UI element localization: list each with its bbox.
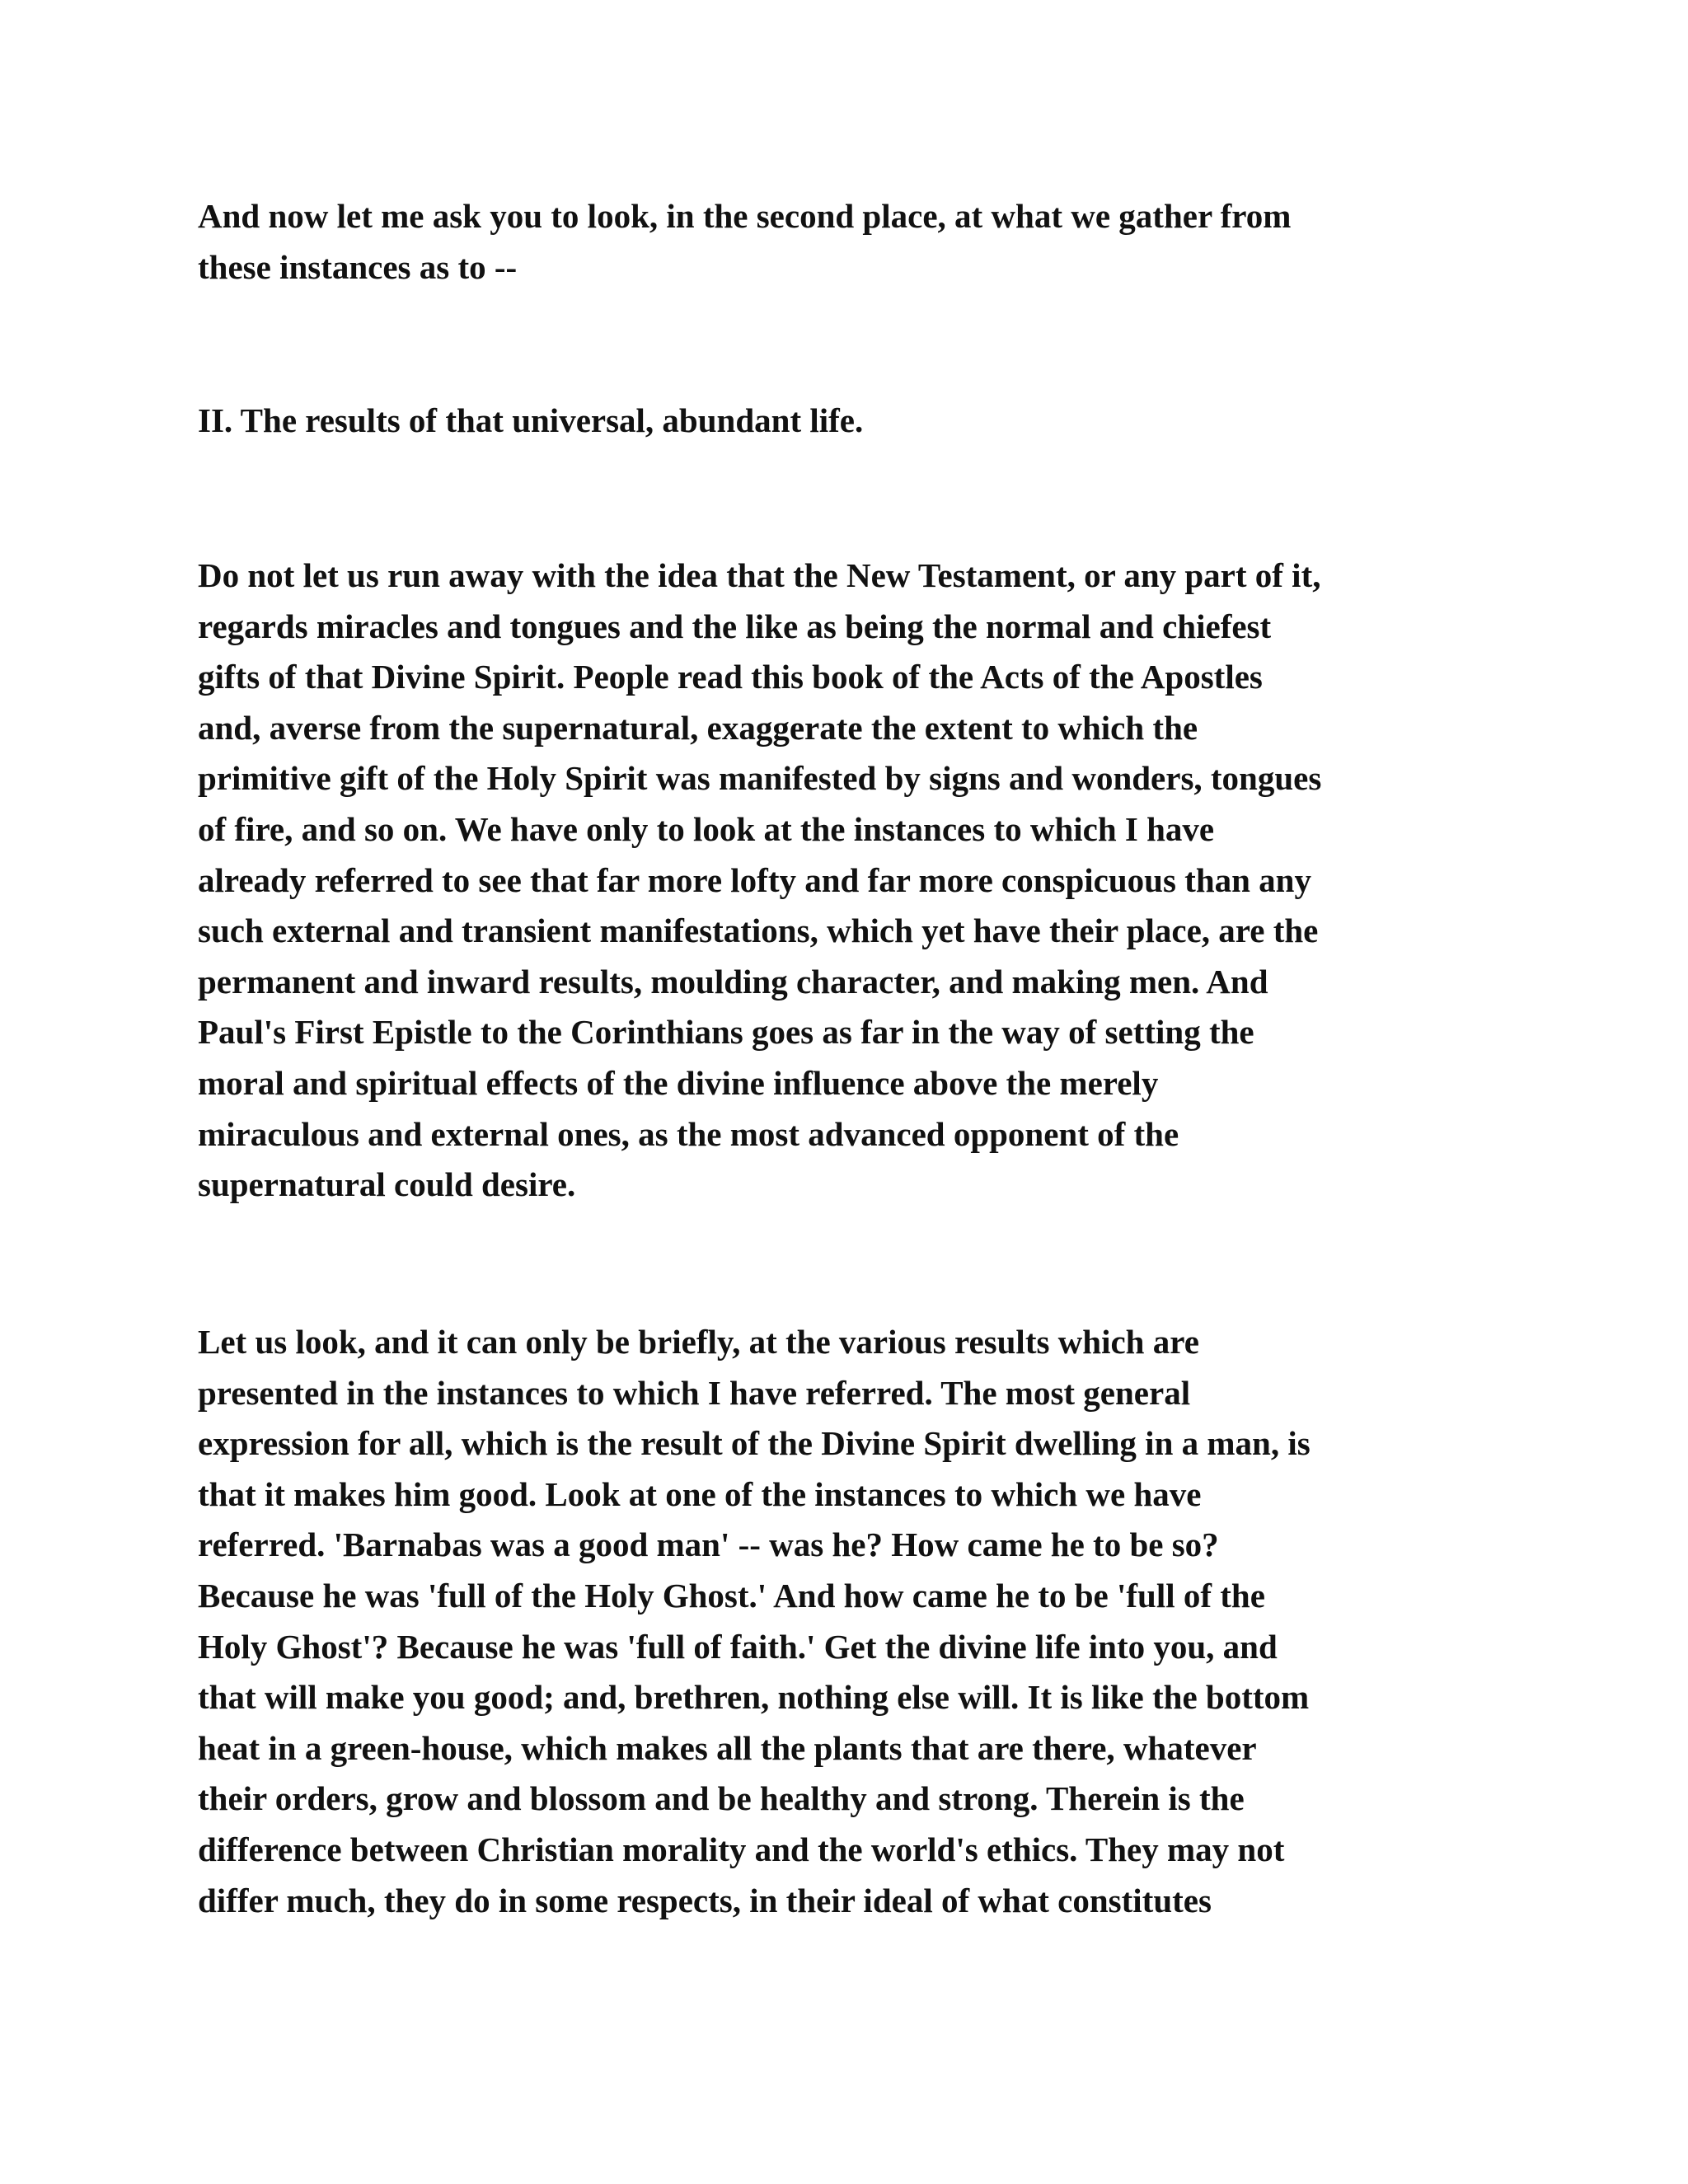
text-line: referred. 'Barnabas was a good man' -- was he? How came he to be so?: [198, 1526, 1219, 1564]
text-line: supernatural could desire.: [198, 1165, 576, 1204]
text-line: and, averse from the supernatural, exaggerate the extent to which the: [198, 708, 1198, 747]
text-line: differ much, they do in some respects, in their ideal of what constitutes: [198, 1881, 1212, 1919]
text-line: heat in a green-house, which makes all the plants that are there, whatever: [198, 1728, 1257, 1767]
text-line: II. The results of that universal, abundant life.: [198, 401, 864, 439]
text-line: Because he was 'full of the Holy Ghost.' And how came he to be 'full of the: [198, 1576, 1265, 1615]
text-line: that it makes him good. Look at one of the instances to which we have: [198, 1474, 1202, 1513]
text-line: gifts of that Divine Spirit. People read this book of the Acts of the Apostles: [198, 658, 1263, 696]
text-line: primitive gift of the Holy Spirit was manifested by signs and wonders, tongues: [198, 759, 1322, 798]
text-line: miraculous and external ones, as the most advanced opponent of the: [198, 1114, 1179, 1153]
text-line: these instances as to --: [198, 247, 518, 286]
text-line: And now let me ask you to look, in the second place, at what we gather from: [198, 197, 1292, 235]
paragraph-intro: [198, 191, 1291, 293]
text-line: moral and spiritual effects of the divine influence above the merely: [198, 1063, 1159, 1102]
text-line: Do not let us run away with the idea that the New Testament, or any part of it,: [198, 556, 1321, 594]
text-line: of fire, and so on. We have only to look at the instances to which I have: [198, 809, 1215, 848]
text-line: presented in the instances to which I have referred. The most general: [198, 1373, 1191, 1412]
text-line: that will make you good; and, brethren, nothing else will. It is like the bottom: [198, 1678, 1310, 1717]
text-line: Paul's First Epistle to the Corinthians goes as far in the way of setting the: [198, 1013, 1254, 1052]
text-line: already referred to see that far more lofty and far more conspicuous than any: [198, 860, 1311, 899]
paragraph-miracles: [198, 551, 1321, 1211]
text-line: Holy Ghost'? Because he was 'full of faith.' Get the divine life into you, and: [198, 1627, 1278, 1666]
text-line: regards miracles and tongues and the like as being the normal and chiefest: [198, 607, 1272, 645]
text-line: permanent and inward results, moulding character, and making men. And: [198, 962, 1268, 1001]
text-line: expression for all, which is the result of the Divine Spirit dwelling in a man, is: [198, 1424, 1311, 1463]
text-line: such external and transient manifestations, which yet have their place, are the: [198, 912, 1319, 950]
text-line: Let us look, and it can only be briefly, at the various results which are: [198, 1323, 1199, 1361]
text-line: difference between Christian morality and the world's ethics. They may not: [198, 1830, 1285, 1868]
paragraph-results: [198, 1317, 1311, 1926]
text-line: their orders, grow and blossom and be healthy and strong. Therein is the: [198, 1779, 1245, 1818]
section-heading: [198, 396, 863, 447]
